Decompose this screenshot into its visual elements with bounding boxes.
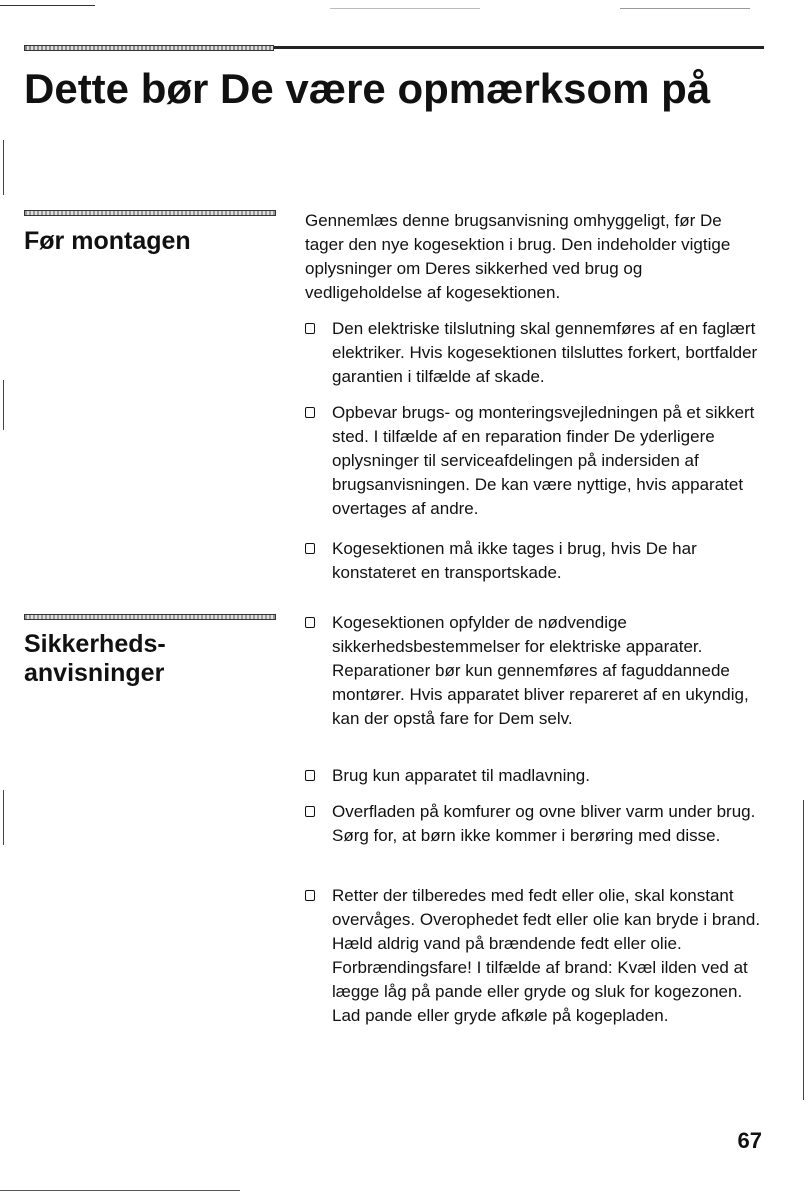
list-item-text: Overfladen på komfurer og ovne bliver varm under brug. Sørg for, at børn ikke kommer i berøring med disse. xyxy=(332,802,756,845)
page-number: 67 xyxy=(737,1128,762,1153)
intro-paragraph: Gennemlæs denne brugsanvisning omhyggeligt, før De tager den nye kogesektion i brug. Den indeholder vigtige oplysninger om Deres sikkerhed ved brug og vedligeholdelse af kogesektionen. xyxy=(305,211,731,302)
list-item-text: Kogesektionen må ikke tages i brug, hvis De har konstateret en transportskade. xyxy=(332,539,697,582)
margin-mark-left-1 xyxy=(3,140,4,195)
margin-mark-left-3 xyxy=(3,790,4,845)
list-item xyxy=(305,764,765,788)
list-item-text: Kogesektionen opfylder de nødvendige sikkerhedsbestemmelser for elektriske apparater. Reparationer bør kun gennemføres af faguddannede montører. Hvis apparatet bliver repareret af en ukyndig, kan der opstå fare for Dem selv. xyxy=(332,613,749,728)
checkbox-bullet-icon xyxy=(305,543,315,554)
list-item xyxy=(305,401,765,521)
section-rule-safety xyxy=(24,614,276,620)
list-item xyxy=(305,800,765,848)
scan-line-top-mid xyxy=(330,8,480,9)
list-item-text: Opbevar brugs- og monteringsvejledningen på et sikkert sted. I tilfælde af en reparation finder De yderligere oplysninger til serviceafdelingen på indersiden af brugsanvisningen. De kan være nyttige, hvis apparatet overtages af andre. xyxy=(332,403,755,518)
list-item-text: Retter der tilberedes med fedt eller olie, skal konstant overvåges. Overophedet fedt eller olie kan bryde i brand. Hæld aldrig vand på brændende fedt eller olie. Forbrændingsfare! I tilfælde af brand: Kvæl ilden ved at lægge låg på pande eller gryde og sluk for kogezonen. Lad pande eller gryde afkøle på kogepladen. xyxy=(332,886,761,1025)
margin-mark-left-2 xyxy=(3,380,4,430)
checkbox-bullet-icon xyxy=(305,323,315,334)
margin-mark-right xyxy=(803,800,804,1100)
scan-line-top-right xyxy=(620,8,750,9)
checkbox-bullet-icon xyxy=(305,890,315,901)
section-heading-safety: Sikkerheds-anvisninger xyxy=(24,630,166,687)
top-rule-accent xyxy=(24,45,274,51)
checkbox-bullet-icon xyxy=(305,617,315,628)
list-item xyxy=(305,537,765,585)
checkbox-bullet-icon xyxy=(305,770,315,781)
checkbox-bullet-icon xyxy=(305,806,315,817)
list-item xyxy=(305,317,765,389)
list-item-text: Den elektriske tilslutning skal gennemføres af en faglært elektriker. Hvis kogesektionen tilsluttes forkert, bortfalder garantien i tilfælde af skade. xyxy=(332,319,758,386)
page-title: Dette bør De være opmærksom på xyxy=(24,65,711,112)
section-rule-before-montage xyxy=(24,210,276,216)
list-item xyxy=(305,611,765,731)
list-item-text: Brug kun apparatet til madlavning. xyxy=(332,766,590,785)
list-item xyxy=(305,884,765,1028)
scan-line-top-left xyxy=(0,5,95,6)
section-heading-before-montage: Før montagen xyxy=(24,227,191,255)
checkbox-bullet-icon xyxy=(305,407,315,418)
scan-line-bottom xyxy=(0,1190,240,1191)
